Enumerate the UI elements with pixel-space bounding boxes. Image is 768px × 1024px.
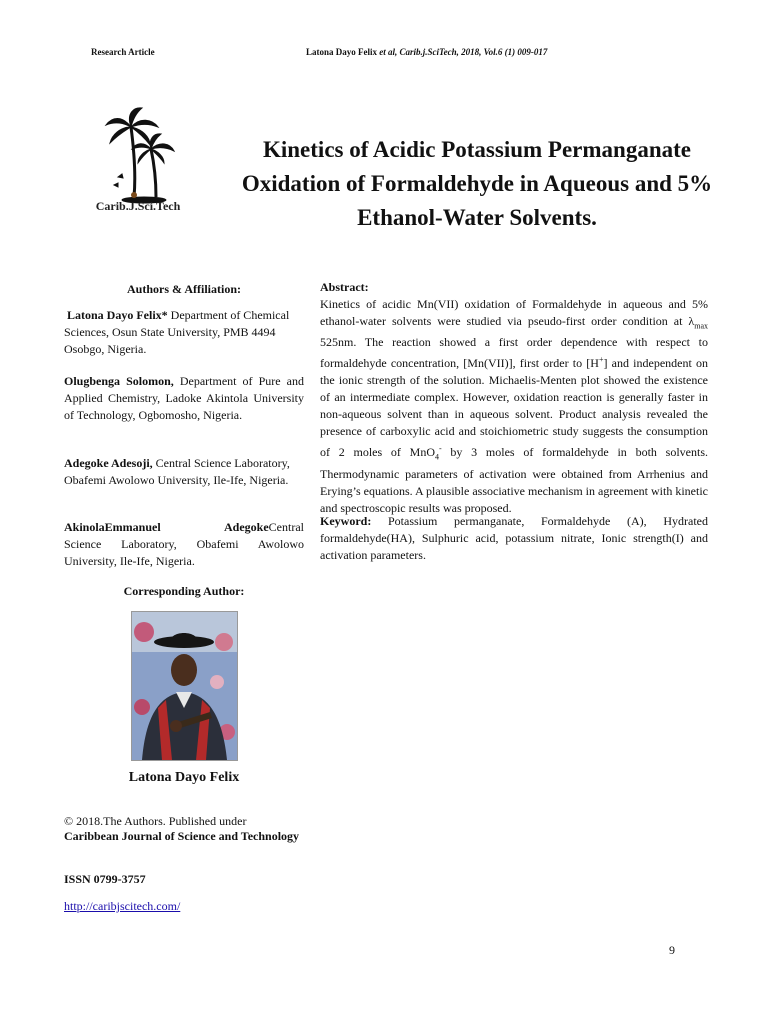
corresponding-author-name: Latona Dayo Felix xyxy=(128,770,240,785)
author-name: Adegoke Adesoji, xyxy=(64,456,153,470)
author-name: Latona Dayo Felix* xyxy=(67,308,168,322)
journal-name: Caribbean Journal of Science and Technology xyxy=(64,829,300,843)
author-name: AkinolaEmmanuel Adegoke xyxy=(64,520,269,534)
author-affiliation-text: Department of Chemical Sciences, Osun State University, PMB 4494 Osobgo, Nigeria. xyxy=(64,308,290,356)
abstract-subscript: 4 xyxy=(435,452,439,462)
journal-url-link[interactable]: http://caribjscitech.com/ xyxy=(64,899,181,913)
copyright-line: © 2018.The Authors. Published under xyxy=(64,814,247,828)
abstract-body xyxy=(320,296,708,517)
author-name: Olugbenga Solomon, xyxy=(64,374,174,388)
author-affiliation-text: Central Science Laboratory, Obafemi Awolowo University, Ile-Ife, Nigeria. xyxy=(64,520,304,568)
authors-heading: Authors & Affiliation: xyxy=(127,282,241,296)
abstract-text: by 3 moles of formaldehyde in both solvents. Thermodynamic parameters of activation were obtained from Arrhenius and Erying’s equations. A plausible associative mechanism in agreement with kinetic and spectroscopic results was proposed. xyxy=(320,445,708,515)
page-number: 9 xyxy=(669,943,675,957)
abstract-superscript: - xyxy=(439,444,442,454)
author-affiliation xyxy=(64,519,304,570)
running-citation xyxy=(306,47,547,57)
issn: ISSN 0799-3757 xyxy=(64,872,146,886)
abstract-subscript: max xyxy=(694,321,708,331)
journal-url-wrap xyxy=(64,898,304,915)
author-affiliation xyxy=(64,307,304,358)
author-photo xyxy=(131,611,238,761)
citation-journal: Carib.j.SciTech, 2018, Vol.6 (1) 009-017 xyxy=(399,47,548,57)
article-type: Research Article xyxy=(91,47,155,57)
keywords xyxy=(320,513,708,564)
abstract-heading-text: Abstract: xyxy=(320,280,369,294)
corresponding-heading: Corresponding Author: xyxy=(123,584,245,598)
abstract-heading xyxy=(320,279,708,296)
author-affiliation xyxy=(64,373,304,424)
journal-logo-text: Carib.J.Sci.Tech xyxy=(95,199,181,213)
citation-authors: Latona Dayo Felix xyxy=(306,47,377,57)
author-affiliation-text: Central Science Laboratory, Obafemi Awolowo University, Ile-Ife, Nigeria. xyxy=(64,456,290,487)
abstract-text: ] and independent on the ionic strength of the solution. Michaelis-Menten plot showed the existence of an intermediate complex. However, oxidation reaction is generally faster in non-aqueous solvent than in aqueous solvent. Product analysis revealed the presence of carboxylic acid and stoichiometric study suggests the consumption of 2 moles of MnO xyxy=(320,356,709,460)
abstract-superscript: + xyxy=(598,355,604,365)
keyword-label: Keyword: xyxy=(320,514,372,528)
author-affiliation-text: Department of Pure and Applied Chemistry, Ladoke Akintola University of Technology, Ogbomosho, Nigeria. xyxy=(64,374,304,422)
abstract-text: Kinetics of acidic Mn(VII) oxidation of Formaldehyde in aqueous and 5% ethanol-water solvents were studied via pseudo-first order condition at λ xyxy=(320,297,708,328)
abstract-text: 525nm. The reaction showed a first order dependence with respect to formaldehyde concentration, [Mn(VII)], first order to [H xyxy=(320,335,708,371)
palm-trees-icon xyxy=(104,105,204,213)
author-affiliation xyxy=(64,455,304,489)
paper-title: Kinetics of Acidic Potassium Permanganate Oxidation of Formaldehyde in Aqueous and 5% Ethanol-Water Solvents. xyxy=(241,137,713,230)
citation-etal: et al, xyxy=(377,47,400,57)
keyword-text: Potassium permanganate, Formaldehyde (A), Hydrated formaldehyde(HA), Sulphuric acid, potassium nitrate, Ionic strength(I) and activation parameters. xyxy=(320,514,708,562)
